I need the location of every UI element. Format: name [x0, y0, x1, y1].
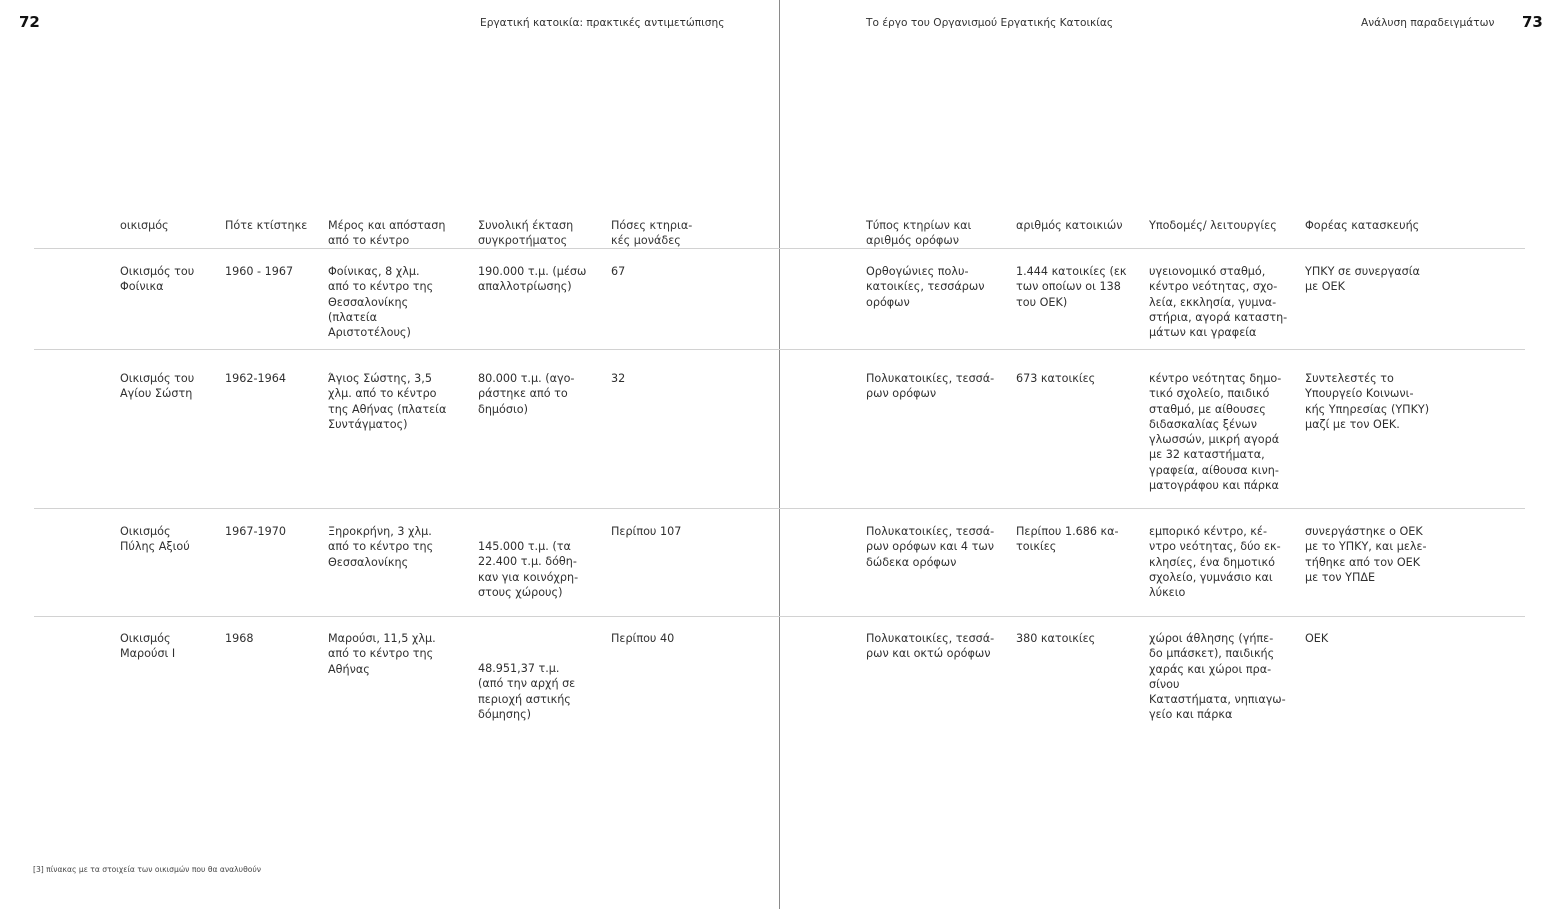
cell-dwellings: Περίπου 1.686 κα- τοικίες — [1016, 525, 1119, 554]
cell-location-distance: Ξηροκρήνη, 3 χλμ. από το κέντρο της Θεσσαλονίκης — [328, 525, 434, 569]
cell-builder: ΟΕΚ — [1305, 632, 1329, 645]
table-rule — [34, 508, 1525, 509]
cell-build-period: 1962-1964 — [225, 372, 286, 385]
table-rule — [34, 248, 1525, 249]
left-running-header: Εργατική κατοικία: πρακτικές αντιμετώπισης — [480, 17, 725, 29]
left-page-number: 72 — [19, 13, 40, 31]
cell-building-units: 67 — [611, 265, 626, 278]
cell-total-area: 145.000 τ.μ. (τα 22.400 τ.μ. δόθη- καν για κοινόχρη- στους χώρους) — [478, 540, 579, 599]
book-spine-divider — [779, 0, 780, 909]
header-location-distance: Μέρος και απόσταση από το κέντρο — [328, 219, 446, 248]
cell-settlement: Οικισμός Πύλης Αξιού — [120, 525, 190, 554]
cell-builder: συνεργάστηκε ο ΟΕΚ με το ΥΠΚΥ, και μελε- τήθηκε από τον ΟΕΚ με τον ΥΠΔΕ — [1305, 525, 1427, 584]
header-settlement: οικισμός — [120, 219, 169, 232]
cell-builder: ΥΠΚΥ σε συνεργασία με ΟΕΚ — [1305, 265, 1420, 294]
right-running-header-section: Ανάλυση παραδειγμάτων — [1361, 17, 1495, 29]
header-building-type: Τύπος κτηρίων και αριθμός ορόφων — [866, 219, 972, 248]
header-dwellings: αριθμός κατοικιών — [1016, 219, 1123, 232]
cell-location-distance: Άγιος Σώστης, 3,5 χλμ. από το κέντρο της Αθήνας (πλατεία Συντάγματος) — [328, 372, 447, 431]
cell-build-period: 1960 - 1967 — [225, 265, 294, 278]
cell-facilities: υγειονομικό σταθμό, κέντρο νεότητας, σχο- λεία, εκκλησία, γυμνα- στήρια, αγορά καταστη- μάτων και γραφεία — [1149, 265, 1288, 340]
cell-total-area: 190.000 τ.μ. (μέσω απαλλοτρίωσης) — [478, 265, 587, 294]
cell-building-type: Πολυκατοικίες, τεσσά- ρων ορόφων και 4 των δώδεκα ορόφων — [866, 525, 995, 569]
cell-building-units: 32 — [611, 372, 626, 385]
cell-dwellings: 380 κατοικίες — [1016, 632, 1096, 645]
cell-settlement: Οικισμός Μαρούσι Ι — [120, 632, 176, 661]
table-rule — [34, 349, 1525, 350]
cell-facilities: χώροι άθλησης (γήπε- δο μπάσκετ), παιδικής χαράς και χώροι πρα- σίνου Καταστήματα, νηπιαγω- γείο και πάρκα — [1149, 632, 1286, 722]
cell-location-distance: Φοίνικας, 8 χλμ. από το κέντρο της Θεσσαλονίκης (πλατεία Αριστοτέλους) — [328, 265, 434, 340]
cell-facilities: κέντρο νεότητας δημο- τικό σχολείο, παιδικό σταθμό, με αίθουσες διδασκαλίας ξένων γλωσσών, μικρή αγορά με 32 καταστήματα, γραφεία, αίθουσα κινη- ματογράφου και πάρκα — [1149, 372, 1282, 493]
cell-total-area: 48.951,37 τ.μ. (από την αρχή σε περιοχή αστικής δόμησης) — [478, 662, 576, 721]
cell-building-type: Ορθογώνιες πολυ- κατοικίες, τεσσάρων ορόφων — [866, 265, 985, 309]
right-running-header-chapter: Το έργο του Οργανισμού Εργατικής Κατοικίας — [866, 17, 1114, 29]
cell-build-period: 1967-1970 — [225, 525, 286, 538]
header-total-area: Συνολική έκταση συγκροτήματος — [478, 219, 574, 248]
cell-builder: Συντελεστές το Υπουργείο Κοινωνι- κής Υπηρεσίας (ΥΠΚΥ) μαζί με τον ΟΕΚ. — [1305, 372, 1430, 431]
cell-settlement: Οικισμός του Φοίνικα — [120, 265, 195, 294]
cell-building-units: Περίπου 40 — [611, 632, 675, 645]
cell-settlement: Οικισμός του Αγίου Σώστη — [120, 372, 195, 401]
cell-building-units: Περίπου 107 — [611, 525, 682, 538]
cell-location-distance: Μαρούσι, 11,5 χλμ. από το κέντρο της Αθήνας — [328, 632, 436, 676]
cell-dwellings: 673 κατοικίες — [1016, 372, 1096, 385]
table-caption-footnote: [3] πίνακας με τα στοιχεία των οικισμών που θα αναλυθούν — [33, 865, 261, 874]
cell-facilities: εμπορικό κέντρο, κέ- ντρο νεότητας, δύο εκ- κλησίες, ένα δημοτικό σχολείο, γυμνάσιο και λύκειο — [1149, 525, 1281, 600]
cell-building-type: Πολυκατοικίες, τεσσά- ρων ορόφων — [866, 372, 995, 401]
header-building-units: Πόσες κτηρια- κές μονάδες — [611, 219, 693, 248]
header-builder: Φορέας κατασκευής — [1305, 219, 1420, 232]
cell-total-area: 80.000 τ.μ. (αγο- ράστηκε από το δημόσιο) — [478, 372, 575, 416]
cell-dwellings: 1.444 κατοικίες (εκ των οποίων οι 138 του ΟΕΚ) — [1016, 265, 1127, 309]
table-rule — [34, 616, 1525, 617]
header-build-period: Πότε κτίστηκε — [225, 219, 308, 232]
right-page-number: 73 — [1522, 13, 1543, 31]
cell-building-type: Πολυκατοικίες, τεσσά- ρων και οκτώ ορόφων — [866, 632, 995, 661]
header-facilities: Υποδομές/ λειτουργίες — [1149, 219, 1277, 232]
cell-build-period: 1968 — [225, 632, 254, 645]
